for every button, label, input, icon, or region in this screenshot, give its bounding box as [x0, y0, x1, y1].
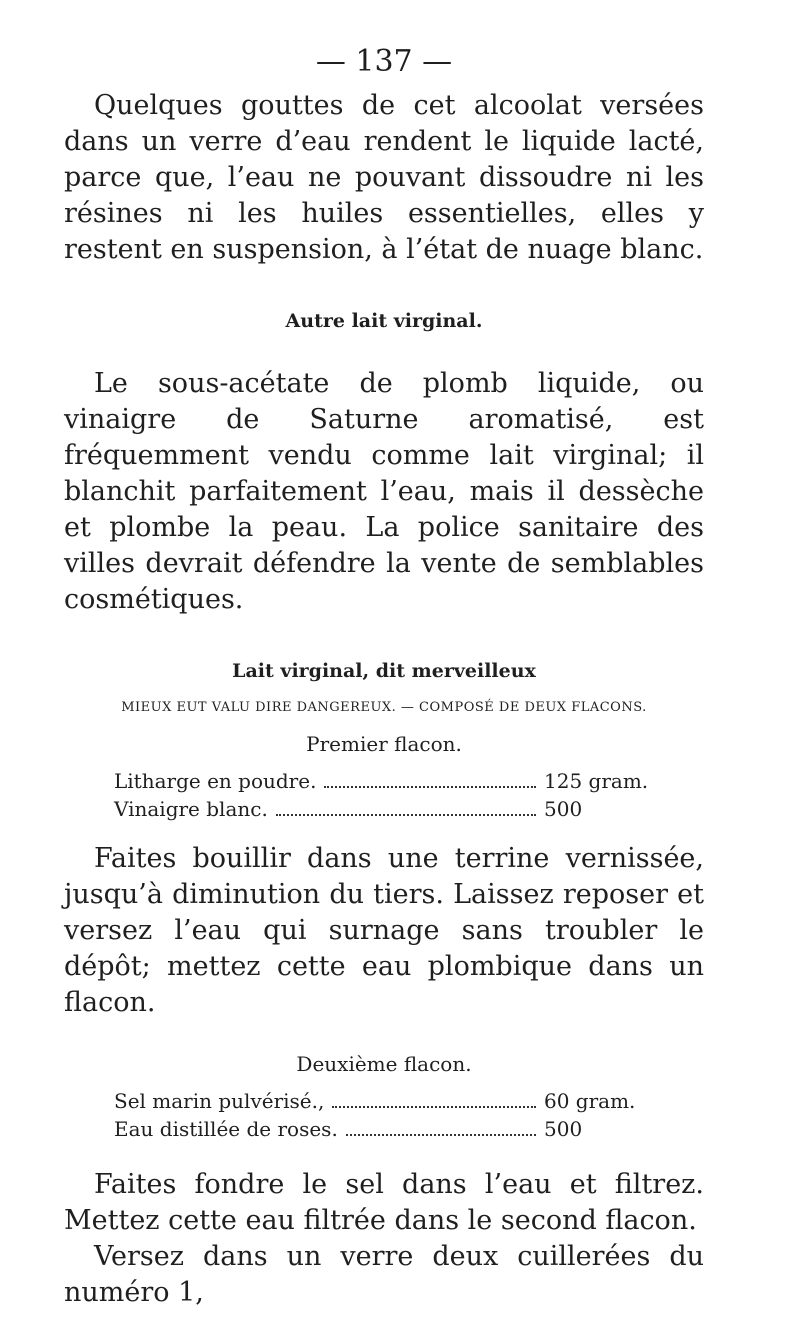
dot-leader: [324, 786, 536, 788]
ingredient-name: Sel marin pulvérisé.,: [114, 1089, 325, 1113]
ingredient-name: Vinaigre blanc.: [114, 797, 268, 821]
dot-leader: [276, 814, 536, 816]
heading-lait-virginal-merveilleux: Lait virginal, dit merveilleux: [232, 660, 536, 682]
ingredient-qty: 500: [544, 797, 583, 821]
book-page: [64, 44, 704, 1311]
paragraph-3: Faites bouillir dans une terrine vernissée, jusqu’à diminution du tiers. Laissez reposer et versez l’eau qui surnage sans troubler le dépôt; mettez cette eau plombique dans un flacon.: [64, 843, 704, 1018]
ingredient-qty: 500: [544, 1117, 583, 1141]
paragraph-5: Versez dans un verre deux cuillerées du numéro 1,: [64, 1241, 704, 1308]
recipe-row: [114, 1087, 654, 1115]
paragraph-1: Quelques gouttes de cet alcoolat versées dans un verre d’eau rendent le liquide lacté, parce que, l’eau ne pouvant dissoudre ni les résines ni les huiles essentielles, elles y restent en suspension, à l’état de nuage blanc.: [64, 90, 704, 265]
page-number: — 137 —: [315, 44, 453, 79]
paragraph-2: Le sous-acétate de plomb liquide, ou vinaigre de Saturne aromatisé, est fréquemment vendu comme lait virginal; il blanchit parfaitement l’eau, mais il dessèche et plombe la peau. La police sanitaire des villes devrait défendre la vente de semblables cosmétiques.: [64, 368, 704, 615]
ingredient-name: Litharge en poudre.: [114, 769, 317, 793]
flacon-1-title: Premier flacon.: [306, 732, 462, 756]
recipe-2: [114, 1087, 654, 1143]
ingredient-name: Eau distillée de roses.: [114, 1117, 338, 1141]
recipe-row: [114, 795, 654, 823]
flacon-2-title: Deuxième flacon.: [296, 1052, 472, 1076]
recipe-row: [114, 767, 654, 795]
dot-leader: [346, 1134, 536, 1136]
ingredient-qty: 125 gram.: [544, 769, 649, 793]
recipe-row: [114, 1115, 654, 1143]
paragraph-4: Faites fondre le sel dans l’eau et filtrez. Mettez cette eau filtrée dans le second flacon.: [64, 1169, 704, 1236]
subnote: MIEUX EUT VALU DIRE DANGEREUX. — COMPOSÉ DE DEUX FLACONS.: [121, 700, 647, 715]
dot-leader: [332, 1106, 536, 1108]
heading-autre-lait-virginal: Autre lait virginal.: [285, 310, 483, 332]
ingredient-qty: 60 gram.: [544, 1089, 636, 1113]
recipe-1: [114, 767, 654, 823]
